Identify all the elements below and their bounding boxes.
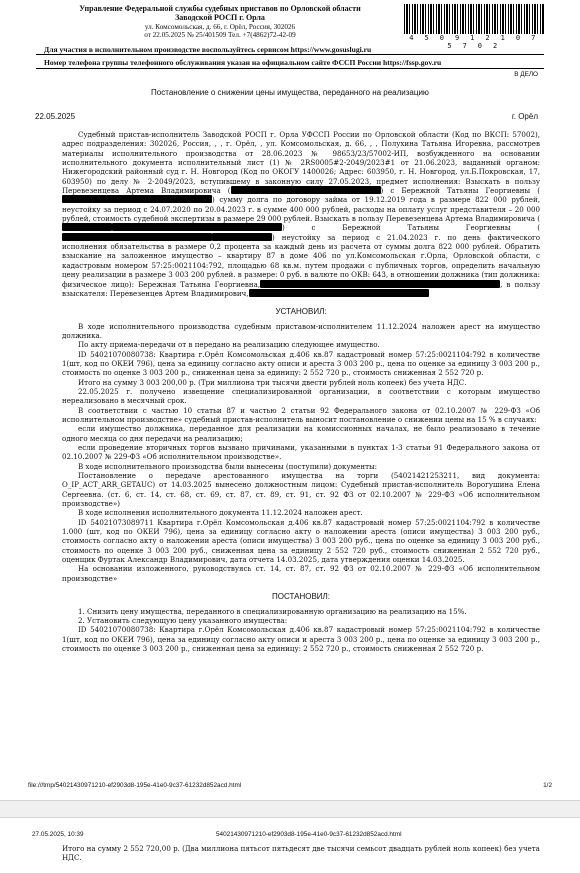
issuer-division: Заводской РОСП г. Орла: [175, 13, 265, 23]
divider: [36, 68, 544, 69]
divider: [36, 54, 544, 55]
redaction-block: [212, 233, 272, 241]
page2-filename: 54021430971210-ef2903d8-195e-41e0-9c37-61232d852acd.html: [216, 831, 402, 838]
paragraph: В соответствии с частью 10 статьи 87 и частью 2 статьи 92 Федерального закона от 02.10.2007 № 229-ФЗ «Об исполнительном производстве» судебный пристав-исполнитель выносит постановление о снижении цены на 15 % в случаях:: [62, 405, 540, 424]
preamble-text: ) с Бережной Татьяны Георгиевны (: [282, 223, 540, 233]
paragraph: если имущество должника, переданное для реализации на комиссионных началах, не было реализовано в течение одного месяца со дня передачи на реализацию;: [62, 424, 540, 443]
document-city: г. Орёл: [511, 112, 538, 121]
preamble-paragraph: [62, 130, 540, 298]
page-break: [0, 800, 580, 818]
preamble-text: ) с Бережной Татьяны Георгиевны (: [380, 186, 540, 196]
section-heading-resolved: ПОСТАНОВИЛ:: [272, 592, 330, 602]
redaction-block: [260, 280, 500, 288]
resolution-item: 1. Снизить цену имущества, переданного в специализированную организацию на реализацию на 15%.: [78, 606, 467, 616]
preamble-text: Судебный пристав-исполнитель Заводской РОСП г. Орла УФССП России по Орловской области (Код по ВКСП: 57002), адрес подразделения: 302026, Россия, , , г. Орёл, , ул. Комсомольская, д. 66, , , Полухина Татьяна Игоревна, рассмотрев материалы исполнительного производства от 28.06.2023 № 98653/23/57002-ИП, возбужденного на основании исполнительного документа исполнительный лист (1) № 2RS0005#2-2049/2023#1 от 21.06.2023, выданный органом: Нижегородский районный суд г. Н. Новгород (Код по ОКОГУ 1400026; Адрес: 603950, г. Н. Новгород, ул.Б.Покровская, 17, 603950) по делу № 2-2049/2023, вступившему в законную силу 27.05.2023, предмет исполнения: Взыскать в пользу Перевезенцева Артема Владимировича (: [62, 130, 540, 196]
paragraph: если проведение вторичных торгов вызвано причинами, указанными в пунктах 1-3 статьи 91 Федерального закона от 02.10.2007 № 229-ФЗ «Об исполнительном производстве».: [62, 443, 540, 462]
redaction-block: [62, 233, 212, 241]
paragraph: На основании изложенного, руководствуясь ст. 14, ст. 87, ст. 92 ФЗ от 02.10.2007 № 229-ФЗ «Об исполнительном производстве»: [62, 564, 540, 583]
paragraph: В ходе исполнительного производства были вынесены (поступили) документы:: [78, 461, 378, 471]
filing-mark: В ДЕЛО: [514, 71, 538, 78]
document-body: [62, 130, 540, 653]
issuer-header: [40, 4, 400, 40]
redaction-block: [231, 186, 381, 194]
paragraph: 22.05.2025 г. получено извещение специализированной организации, в соответствии с которым имущество нереализовано в месячный срок.: [62, 386, 540, 406]
paragraph: Итого на сумму 3 003 200,00 р. (Три миллиона три тысячи двести рублей ноль копеек) без учета НДС.: [78, 377, 467, 387]
page2-timestamp: 27.05.2025, 10:39: [32, 831, 84, 838]
document-date: 22.05.2025: [35, 112, 76, 121]
paragraph: По акту приема-передачи от в передано на реализацию следующее имущество.: [78, 340, 380, 350]
issuer-contacts: от 22.05.2025 № 25/401509 Тел. +7(4862)72-42-09: [144, 31, 296, 40]
preamble-text: ) сумму долга по договору займа от 19.12.2019 года в размере 822 000 рублей, неустойку за период с 24.07.2020 по 20.04.2023 г. в сумме 400 000 рублей, расходы на оплату услуг представителя – 20 000 рублей, стоимость судебной экспертизы в размере 29 000 рублей. Взыскать в пользу Перевезенцева Артема Владимировича (: [62, 195, 540, 224]
paragraph: ID 54021070080738: Квартира г.Орёл Комсомольская д.406 кв.87 кадастровый номер 57:25:0021104:792 в количестве 1(шт, код по ОКЕИ 796), цена за единицу согласно акту описи и ареста 3 003 200 р., цена по оценке за единицу 3 003 200 р., стоимость по оценке 3 003 200 р., сниженная цена за единицу: 2 552 720 р., стоимость сниженная 2 552 720 р.: [62, 349, 540, 378]
page-number: 1/2: [543, 782, 552, 789]
redaction-block: [112, 223, 282, 231]
page2-total: Итого на сумму 2 552 720,00 р. (Два миллиона пятьсот пятьдесят две тысячи семьсот двадцать рублей ноль копеек) без учета НДС.: [62, 844, 540, 863]
preamble-text: , в пользу взыскателя: Перевезенцев Артем Владимирович,: [62, 279, 540, 298]
paragraph: В ходе исполнительного производства судебным приставом-исполнителем 11.12.2024 наложен арест на имущество должника.: [62, 321, 540, 340]
section-heading-established: УСТАНОВИЛ:: [275, 307, 327, 317]
paragraph: ID 54021073089711 Квартира г.Орёл Комсомольская д.406 кв.87 кадастровый номер 57:25:0021104:792 в количестве 1.000 (шт, код по ОКЕИ 796), цена за единицу согласно акту о наложении ареста (описи имущества) 3 003 200 руб., стоимость согласно акту о наложении ареста (описи имущества) 3 003 200 руб., цена по оценке за единицу 3 003 200 руб., стоимость по оценке 3 003 200 руб., сниженная цена за единицу 2 552 720 руб., стоимость сниженная 2 552 720 руб., оценщик Фуртак Александр Владимирович, дата отчета 14.03.2025, дата утверждения оценки 14.03.2025.: [62, 517, 540, 565]
issuer-org: Управление Федеральной службы судебных приставов по Орловской области: [79, 4, 361, 13]
redaction-block: [62, 223, 112, 231]
preamble-text: ) неустойку за период с 21.04.2023 г. по день фактического исполнения обязательства в размере 0,2 процента за каждый день из расчета от суммы долга 822 000 рублей. Обратить взыскание на заложенное имущество – квартиру 87 в доме 406 по ул.Комсомольская г.Орла, Орловской области, с кадастровым номером 57:25:0021104:792, площадью 68 кв.м. путем продажи с публичных торгов, определить начальную цену реализации в размере 3 003 200 рублей. в размере: 0 руб. в валюте по ОКВ: 643, в отношении должника (тип должника: физическое лицо): Бережная Татьяна Георгиевна,: [62, 232, 540, 289]
print-footer-path: file:///tmp/54021430971210-ef2903d8-195e-41e0-9c37-61232d852acd.html: [28, 782, 242, 789]
document-title: Постановление о снижении цены имущества, переданного на реализацию: [151, 88, 429, 97]
resolution-item: 2. Установить следующую цену указанного имущества:: [78, 615, 288, 625]
redaction-block: [249, 289, 429, 297]
issuer-address: ул. Комсомольская, д. 66, г. Орёл, Россия, 302026: [144, 22, 296, 31]
gosuslugi-notice: Для участия в исполнительном производстве воспользуйтесь сервисом https://www.gosuslugi.ru: [44, 45, 372, 54]
resolution-item: ID 54021070080738: Квартира г.Орёл Комсомольская д.406 кв.87 кадастровый номер 57:25:0021104:792 в количестве 1(шт, код по ОКЕИ 796), цена за единицу согласно акту описи и ареста 3 003 200 р., цена по оценке за единицу 3 003 200 р., стоимость по оценке 3 003 200 р., сниженная цена за единицу: 2 552 720 р., стоимость сниженная 2 552 720 р.: [62, 625, 540, 653]
redaction-block: [62, 195, 212, 203]
paragraph: Постановление о передаче арестованного имущества на торги (54021421253211, вид документа: O_IP_ACT_ARR_GETAUC) от 14.03.2025 вынесено должностным лицом: Судебный пристав-исполнитель Ворогушина Елена Сергеевна. (ст. 6, ст. 14, ст. 68, ст. 69, ст. 87, ст. 89, ст. 91, ст. 92 ФЗ от 02.10.2007 № 229-ФЗ «Об исполнительном производстве»): [62, 471, 540, 509]
barcode-number: 4 5 0 9 1 2 1 0 7 5 7 0 2: [409, 34, 539, 50]
barcode: [404, 4, 544, 34]
paragraph: В ходе исполнения исполнительного документа 11.12.2024 наложен арест.: [78, 508, 363, 518]
phone-notice: Номер телефона группы телефонного обслуживания указан на официальном сайте ФССП России https://fssp.gov.ru: [44, 58, 442, 67]
